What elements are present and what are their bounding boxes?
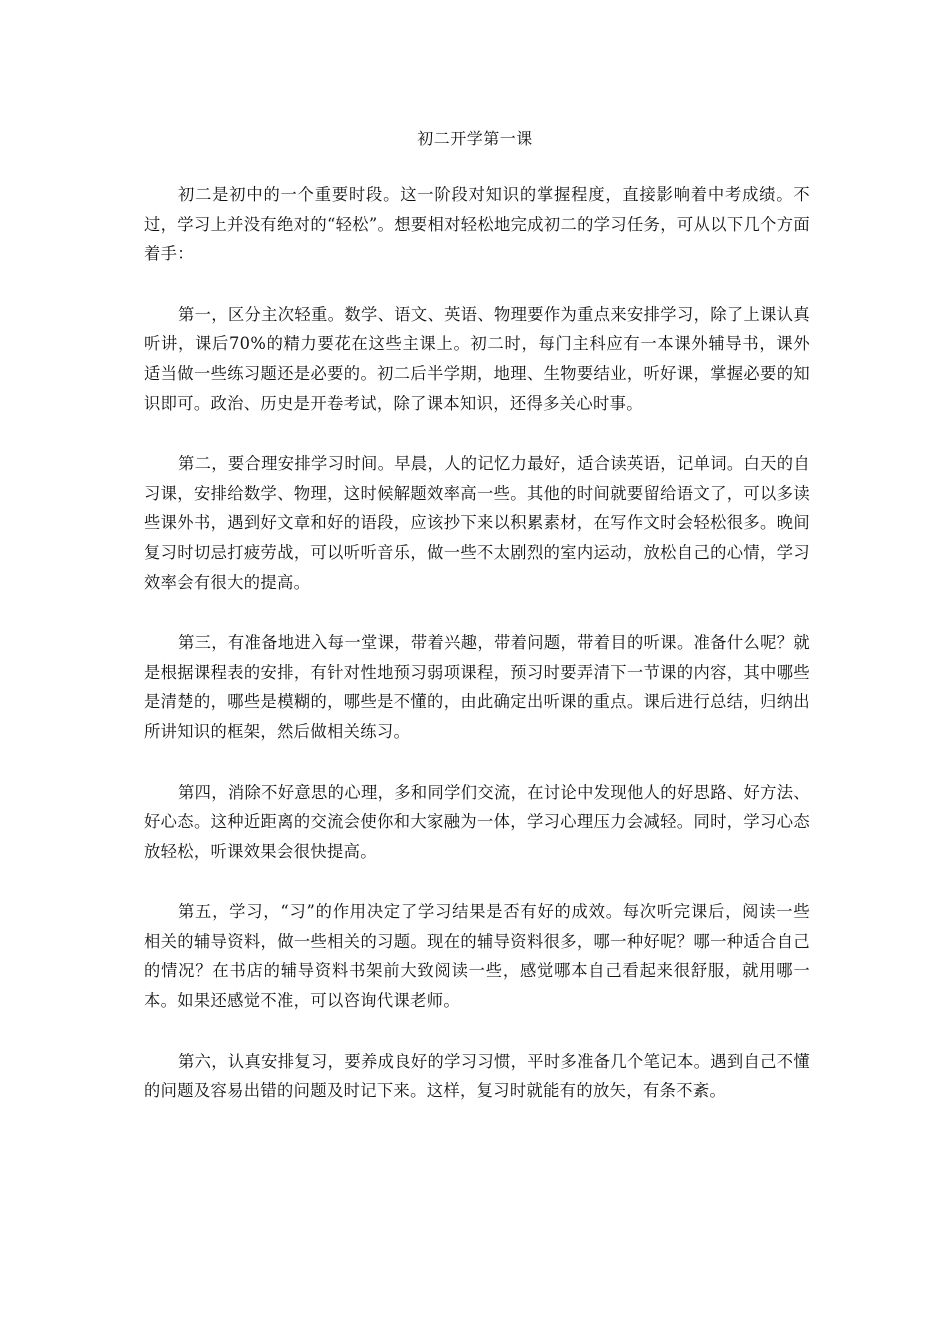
paragraph-point-2: 第二，要合理安排学习时间。早晨，人的记忆力最好，适合读英语，记单词。白天的自习课，安排给数学、物理，这时候解题效率高一些。其他的时间就要留给语文了，可以多读些课外书，遇到好文章和好的语段，应该抄下来以积累素材，在写作文时会轻松很多。晚间复习时切忌打疲劳战，可以听听音乐，做一些不太剧烈的室内运动，放松自己的心情，学习效率会有很大的提高。: [144, 454, 810, 592]
paragraph-point-1: 第一，区分主次轻重。数学、语文、英语、物理要作为重点来安排学习，除了上课认真听讲，课后70%的精力要花在这些主课上。初二时，每门主科应有一本课外辅导书，课外适当做一些练习题还是必要的。初二后半学期，地理、生物要结业，听好课，掌握必要的知识即可。政治、历史是开卷考试，除了课本知识，还得多关心时事。: [144, 304, 810, 413]
paragraph-point-3: 第三，有准备地进入每一堂课，带着兴趣，带着问题，带着目的听课。准备什么呢？就是根据课程表的安排，有针对性地预习弱项课程，预习时要弄清下一节课的内容，其中哪些是清楚的，哪些是模糊的，哪些是不懂的，由此确定出听课的重点。课后进行总结，归纳出所讲知识的框架，然后做相关练习。: [144, 633, 810, 741]
paragraph-point-6: 第六，认真安排复习，要养成良好的学习习惯，平时多准备几个笔记本。遇到自己不懂的问题及容易出错的问题及时记下来。这样，复习时就能有的放矢，有条不紊。: [144, 1051, 810, 1101]
document-body: [144, 180, 810, 1137]
paragraph-point-4: 第四，消除不好意思的心理，多和同学们交流，在讨论中发现他人的好思路、好方法、好心态。这种近距离的交流会使你和大家融为一体，学习心理压力会减轻。同时，学习心态放轻松，听课效果会很快提高。: [144, 782, 810, 861]
paragraph-intro: 初二是初中的一个重要时段。这一阶段对知识的掌握程度，直接影响着中考成绩。不过，学习上并没有绝对的“轻松”。想要相对轻松地完成初二的学习任务，可从以下几个方面着手：: [144, 185, 810, 264]
paragraph-point-5: 第五，学习，“习”的作用决定了学习结果是否有好的成效。每次听完课后，阅读一些相关的辅导资料，做一些相关的习题。现在的辅导资料很多，哪一种好呢？哪一种适合自己的情况？在书店的辅导资料书架前大致阅读一些，感觉哪本自己看起来很舒服，就用哪一本。如果还感觉不准，可以咨询代课老师。: [144, 902, 810, 1011]
document-title: 初二开学第一课: [417, 129, 533, 148]
